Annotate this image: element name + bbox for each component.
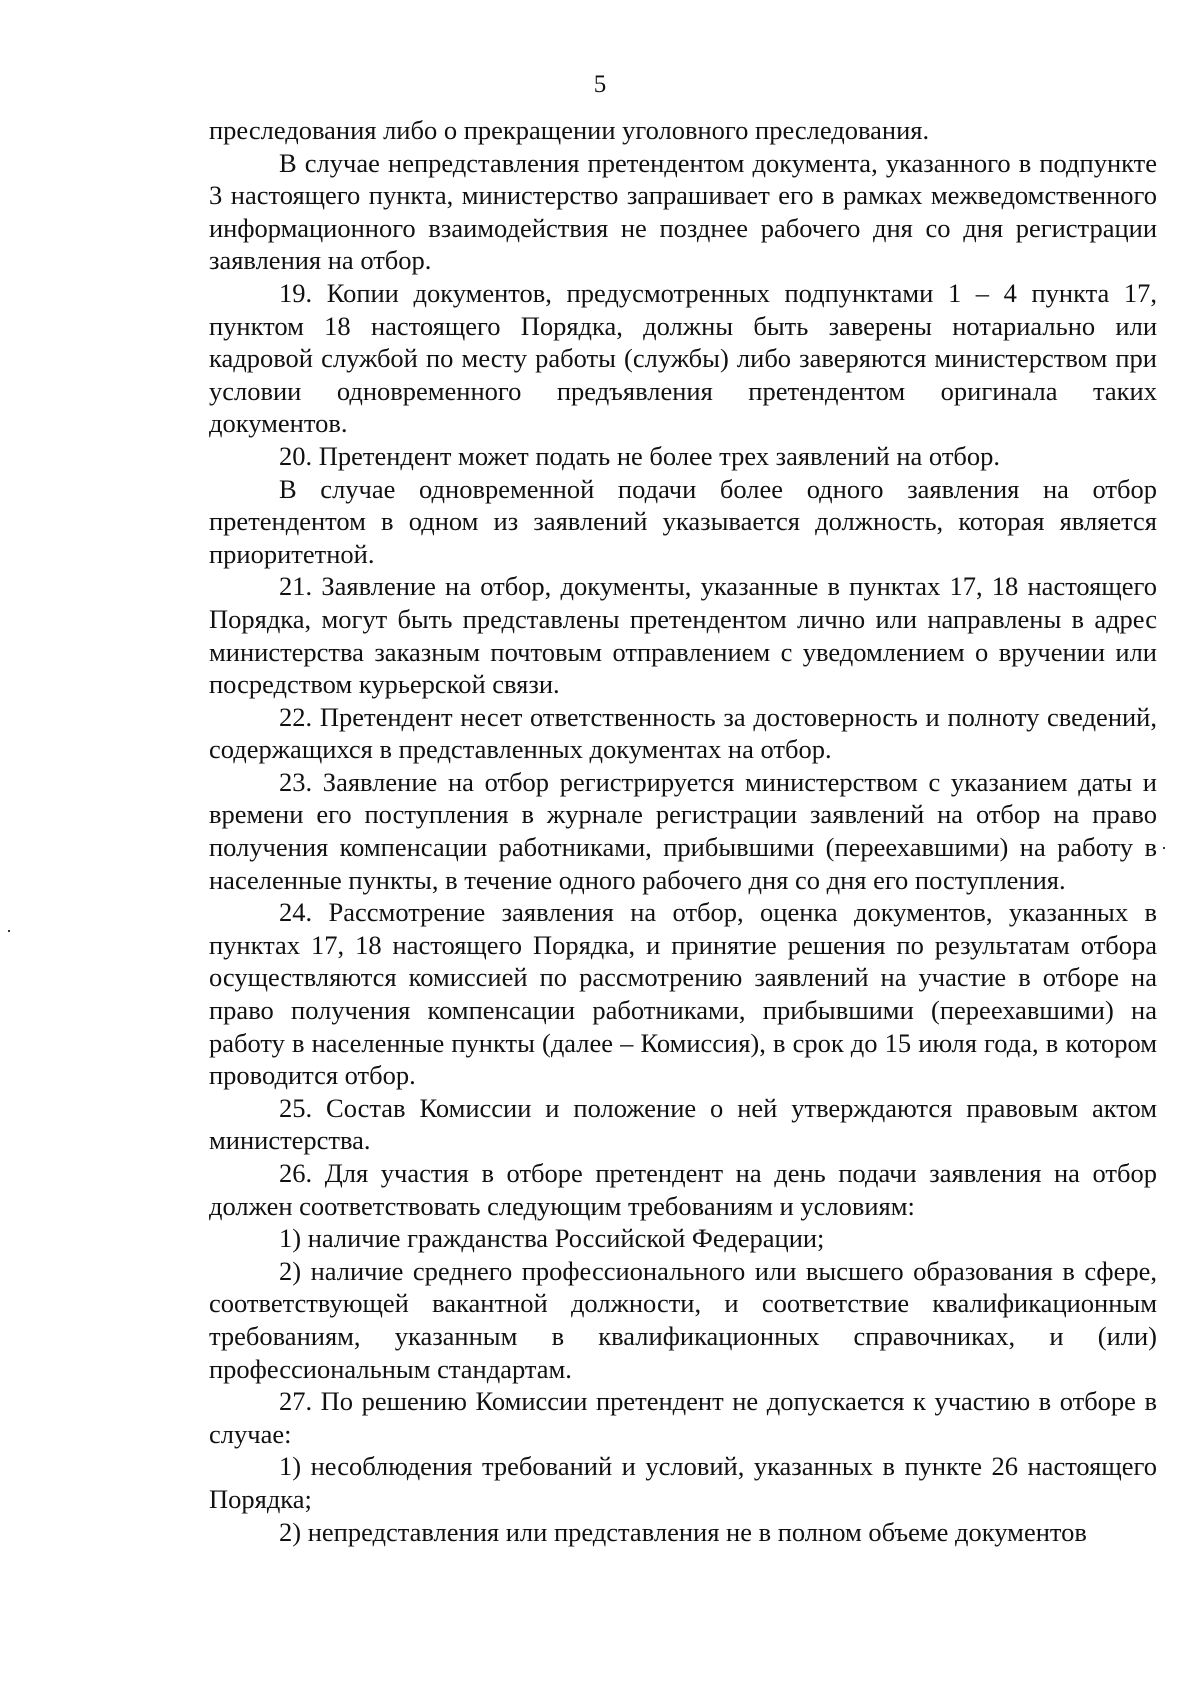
paragraph-27-item-1: 1) несоблюдения требований и условий, указанных в пункте 26 настоящего Порядка; <box>209 1451 1157 1514</box>
paragraph-20-priority: В случае одновременной подачи более одного заявления на отбор претендентом в одном из заявлений указывается должность, которая является приоритетной. <box>209 473 1157 569</box>
paragraph-18-request: В случае непредставления претендентом документа, указанного в подпункте 3 настоящего пункта, министерство запрашивает его в рамках межведомственного информационного взаимодействия не позднее рабочего дня со дня регистрации заявления на отбор. <box>209 147 1157 276</box>
paragraph-22: 22. Претендент несет ответственность за достоверность и полноту сведений, содержащихся в представленных документах на отбор. <box>209 701 1157 765</box>
paragraph-26-item-1: 1) наличие гражданства Российской Федерации; <box>279 1223 825 1254</box>
paragraph-24: 24. Рассмотрение заявления на отбор, оценка документов, указанных в пунктах 17, 18 настоящего Порядка, и принятие решения по результатам отбора осуществляются комиссией по рассмотрению заявлений на участие в отборе на право получения компенсации работниками, прибывшими (переехавшими) на работу в населенные пункты (далее – Комиссия), в срок до 15 июля года, в котором проводится отбор. <box>209 897 1157 1091</box>
paragraph-25: 25. Состав Комиссии и положение о ней утверждаются правовым актом министерства. <box>209 1092 1157 1156</box>
paragraph-21: 21. Заявление на отбор, документы, указанные в пунктах 17, 18 настоящего Порядка, могут быть представлены претендентом лично или направлены в адрес министерства заказным почтовым отправлением с уведомлением о вручении или посредством курьерской связи. <box>209 571 1157 700</box>
scan-speck <box>1163 847 1165 849</box>
paragraph-27: 27. По решению Комиссии претендент не допускается к участию в отборе в случае: <box>209 1386 1157 1449</box>
paragraph-26: 26. Для участия в отборе претендент на день подачи заявления на отбор должен соответствовать следующим требованиям и условиям: <box>209 1158 1157 1221</box>
paragraph-20: 20. Претендент может подать не более трех заявлений на отбор. <box>279 440 1001 471</box>
paragraph-27-item-2: 2) непредставления или представления не в полном объеме документов <box>279 1516 1087 1547</box>
page-number: 5 <box>593 71 607 98</box>
paragraph-continuation: преследования либо о прекращении уголовного преследования. <box>209 115 930 145</box>
document-body <box>209 114 1157 1548</box>
paragraph-26-item-2: 2) наличие среднего профессионального или высшего образования в сфере, соответствующей вакантной должности, и соответствие квалификационным требованиям, указанным в квалификационных справочниках, и (или) профессиональным стандартам. <box>209 1255 1157 1384</box>
paragraph-19: 19. Копии документов, предусмотренных подпунктами 1 – 4 пункта 17, пунктом 18 настоящего Порядка, должны быть заверены нотариально или кадровой службой по месту работы (службы) либо заверяются министерством при условии одновременного предъявления претендентом оригинала таких документов. <box>209 277 1157 439</box>
scan-speck <box>8 930 10 932</box>
paragraph-23: 23. Заявление на отбор регистрируется министерством с указанием даты и времени его поступления в журнале регистрации заявлений на отбор на право получения компенсации работниками, прибывшими (переехавшими) на работу в населенные пункты, в течение одного рабочего дня со дня его поступления. <box>209 766 1157 895</box>
